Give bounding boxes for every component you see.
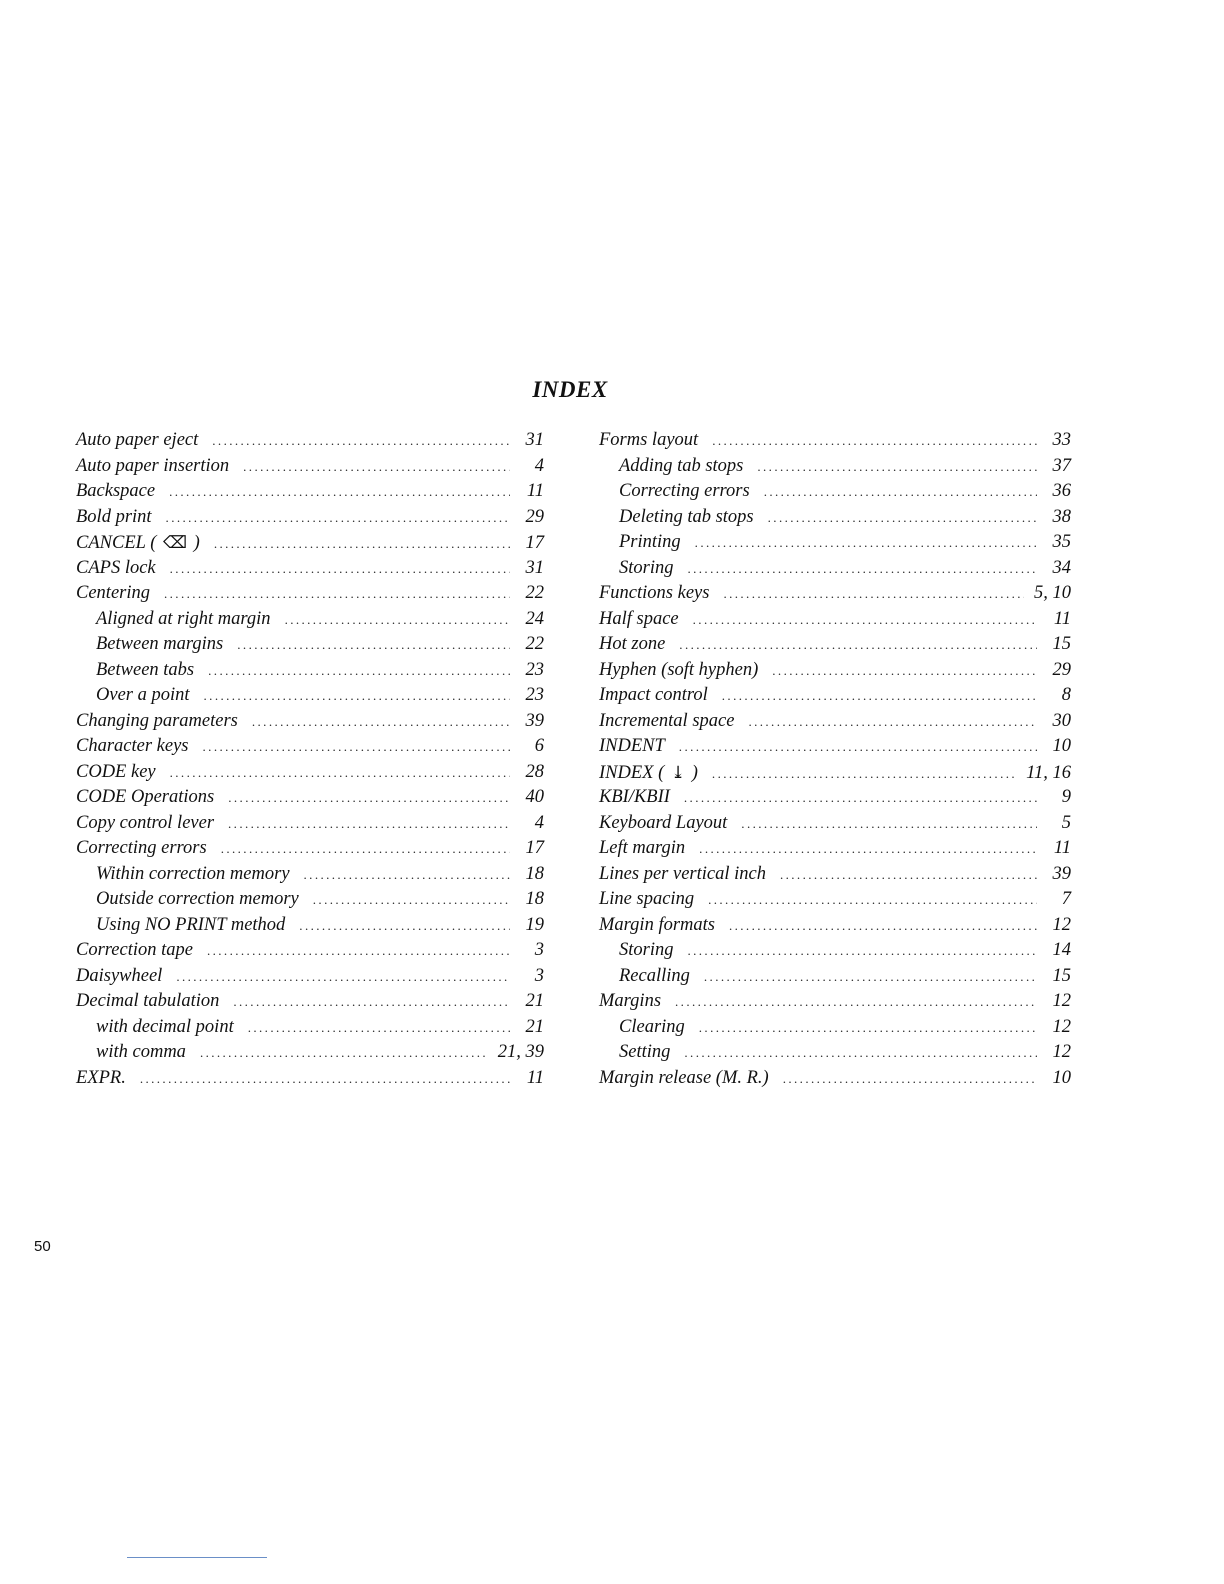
index-term-text: Line spacing [599,889,695,909]
dot-leader [170,556,510,582]
footer-rule [127,1557,267,1558]
index-term [76,913,285,939]
page-reference: 37 [1052,455,1071,476]
index-term [599,581,709,607]
index-term-text: INDENT [599,736,665,756]
index-term-text: Between tabs [96,659,195,680]
index-term-text: Recalling [619,965,690,986]
index-entry [599,428,1071,454]
index-term [76,1040,186,1066]
index-term-text: CODE Operations [76,787,215,807]
index-term [599,785,670,811]
dot-leader [233,989,510,1015]
index-term-text: Incremental space [599,710,735,731]
index-term [599,811,727,837]
page-reference: 19 [525,914,544,935]
index-term [599,683,708,709]
page-reference: 21, 39 [497,1042,544,1062]
index-term-text: Correcting errors [76,838,207,858]
index-term-text: Using NO PRINT method [96,914,286,935]
dot-leader [712,428,1037,454]
dot-leader [684,1040,1037,1066]
index-subentry [76,1015,544,1041]
index-term-text: Hyphen (soft hyphen) [599,659,759,680]
index-subentry [76,683,544,709]
dot-leader [200,1040,488,1066]
index-entry [599,862,1071,888]
index-subentry [76,1040,544,1066]
index-term-text: Copy control lever [76,812,215,833]
page-reference: 23 [525,685,544,705]
index-term [599,454,743,480]
index-term-text: Lines per vertical inch [599,863,766,884]
page-reference: 8 [1061,685,1071,705]
index-term-text: Outside correction memory [96,889,299,909]
index-term-text: Centering [76,583,150,603]
page-reference: 11 [1053,838,1071,858]
dot-leader [780,862,1037,888]
dot-leader [166,505,510,531]
page-reference: 12 [1052,914,1071,935]
dot-leader [176,964,510,990]
index-entry [76,428,544,454]
dot-leader [304,862,510,888]
index-term-text: Within correction memory [96,863,290,884]
dot-leader [748,709,1037,735]
index-term-text: with decimal point [96,1016,234,1037]
index-term [76,505,152,531]
index-term [76,964,162,990]
dot-leader [299,913,510,939]
index-term [599,1015,685,1041]
page-reference: 21 [525,991,544,1011]
index-term-text: Correction tape [76,940,193,960]
index-term-text: Margin formats [599,914,715,935]
dot-leader [783,1066,1037,1092]
page-reference: 33 [1052,430,1071,450]
dot-leader [722,683,1037,709]
index-term-text: Aligned at right margin [96,608,271,629]
page-reference: 18 [525,863,544,884]
index-entry [76,989,544,1015]
index-term [599,989,661,1015]
index-term [76,734,189,760]
dot-leader [170,760,510,786]
page-reference: 39 [525,710,544,731]
index-term [76,556,156,582]
index-term-text: Margin release (M. R.) [599,1067,769,1088]
index-entry [76,454,544,480]
index-term-text: Printing [619,532,681,552]
index-term [599,862,766,888]
index-term [76,428,198,454]
page-reference: 29 [525,506,544,527]
page-reference: 31 [525,557,544,578]
index-subentry [76,887,544,913]
index-entry [599,760,1071,786]
index-term [599,658,758,684]
page-reference: 35 [1052,532,1071,552]
index-term-text: with comma [96,1042,186,1062]
index-entry [599,811,1071,837]
index-entry [599,581,1071,607]
dot-leader [675,989,1037,1015]
index-term-text: Correcting errors [619,481,750,501]
index-term-text: Half space [599,608,679,629]
dot-leader [204,683,510,709]
dot-leader [203,734,510,760]
index-term [599,836,685,862]
index-subentry [76,632,544,658]
dot-leader [252,709,510,735]
dot-leader [687,938,1037,964]
index-subentry [599,505,1071,531]
index-term [76,760,156,786]
index-entry [599,632,1071,658]
index-term-text: Decimal tabulation [76,991,220,1011]
dot-leader [764,479,1037,505]
key-symbol-icon: ⌫ [162,533,188,552]
index-term [76,938,193,964]
page-reference: 11 [526,481,544,501]
page-reference: 4 [534,455,544,476]
index-term-text: CODE key [76,761,156,782]
dot-leader [140,1066,510,1092]
page-reference: 14 [1052,940,1071,960]
dot-leader [772,658,1037,684]
dot-leader [285,607,510,633]
page-reference: 30 [1052,710,1071,731]
index-term [76,632,223,658]
index-term-text: ) [687,762,698,783]
dot-leader [695,530,1037,556]
index-entry [76,479,544,505]
index-term [599,607,679,633]
index-column-right [599,428,1071,1091]
page-reference: 21 [525,1016,544,1037]
page-reference: 22 [525,583,544,603]
index-term [76,887,299,913]
dot-leader [679,734,1037,760]
key-symbol-icon: ⤓ [670,762,686,782]
index-term-text: Adding tab stops [619,455,744,476]
index-entry [76,581,544,607]
index-entry [76,505,544,531]
index-term-text: ) [189,533,200,553]
page-reference: 38 [1052,506,1071,527]
index-entry [76,734,544,760]
index-subentry [76,607,544,633]
index-term [76,658,194,684]
index-entry [76,530,544,556]
index-entry [599,887,1071,913]
index-term [76,836,207,862]
index-term-text: Character keys [76,736,189,756]
index-term [599,530,681,556]
index-term-text: Left margin [599,838,686,858]
index-entry [76,785,544,811]
page-title: INDEX [532,377,608,402]
dot-leader [169,479,510,505]
page-reference: 4 [534,812,544,833]
dot-leader [214,531,510,557]
index-term [76,862,290,888]
index-term-text: INDEX ( [599,762,669,783]
index-term [599,734,665,760]
index-subentry [599,938,1071,964]
index-term [599,428,698,454]
dot-leader [684,785,1037,811]
index-term [599,887,694,913]
dot-leader [243,454,510,480]
index-term-text: Auto paper eject [76,430,199,450]
page-reference: 5 [1061,812,1071,833]
index-entry [76,938,544,964]
page-reference: 10 [1052,736,1071,756]
index-term-text: Keyboard Layout [599,812,728,833]
index-term-text: Storing [619,557,674,578]
index-entry [599,658,1071,684]
index-term [76,709,238,735]
index-entry [76,964,544,990]
index-term-text: Margins [599,991,662,1011]
index-term-text: Over a point [96,685,190,705]
page-reference: 34 [1052,557,1071,578]
index-entry [599,607,1071,633]
index-term-text: CANCEL ( [76,533,161,553]
index-term-text: Hot zone [599,634,666,654]
page-reference: 24 [525,608,544,629]
dot-leader [221,836,510,862]
page-reference: 36 [1052,481,1071,501]
index-subentry [599,530,1071,556]
page-reference: 9 [1061,787,1071,807]
index-term [76,785,214,811]
index-entry [599,709,1071,735]
page-number: 50 [34,1238,51,1255]
index-term-text: CAPS lock [76,557,156,578]
index-column-left [76,428,544,1091]
index-subentry [76,913,544,939]
index-entry [76,1066,544,1092]
page-reference: 23 [525,659,544,680]
index-entry [599,734,1071,760]
index-subentry [599,1040,1071,1066]
page-reference: 5, 10 [1034,583,1071,603]
index-term-text: EXPR. [76,1067,126,1088]
index-term-text: Forms layout [599,430,699,450]
index-term [76,454,229,480]
dot-leader [741,811,1037,837]
page-reference: 11, 16 [1026,762,1071,783]
index-term [599,479,750,505]
index-term-text: Daisywheel [76,965,163,986]
dot-leader [757,454,1037,480]
index-entry [76,556,544,582]
dot-leader [207,938,510,964]
index-term-text: Setting [619,1042,671,1062]
index-entry [599,836,1071,862]
index-term [599,913,715,939]
index-term [76,1015,234,1041]
page-reference: 22 [525,634,544,654]
index-subentry [599,1015,1071,1041]
page-reference: 3 [534,965,544,986]
index-term [599,760,698,787]
index-subentry [599,454,1071,480]
dot-leader [212,428,510,454]
dot-leader [699,836,1037,862]
dot-leader [164,581,510,607]
index-term [599,709,734,735]
index-term-text: Auto paper insertion [76,455,230,476]
index-subentry [76,862,544,888]
dot-leader [768,505,1037,531]
index-entry [76,760,544,786]
index-entry [599,913,1071,939]
index-term [599,632,665,658]
dot-leader [208,658,510,684]
index-term-text: Backspace [76,481,156,501]
index-subentry [76,658,544,684]
page-reference: 10 [1052,1067,1071,1088]
index-term [599,1040,670,1066]
index-subentry [599,964,1071,990]
dot-leader [693,607,1037,633]
dot-leader [729,913,1037,939]
page-reference: 12 [1052,1016,1071,1037]
page-reference: 11 [526,1067,544,1088]
page-reference: 3 [534,940,544,960]
index-term [599,1066,769,1092]
page-reference: 18 [525,889,544,909]
page-reference: 28 [525,761,544,782]
index-entry [599,1066,1071,1092]
page-reference: 7 [1061,889,1071,909]
index-subentry [599,479,1071,505]
dot-leader [704,964,1037,990]
dot-leader [313,887,510,913]
index-entry [599,989,1071,1015]
dot-leader [248,1015,510,1041]
page-reference: 15 [1052,965,1071,986]
index-term-text: KBI/KBII [599,787,670,807]
index-term [76,581,150,607]
index-term [599,938,673,964]
dot-leader [708,887,1037,913]
dot-leader [687,556,1037,582]
index-term [76,607,271,633]
page-reference: 17 [525,533,544,553]
index-entry [76,709,544,735]
index-term-text: Impact control [599,685,708,705]
page-reference: 12 [1052,991,1071,1011]
index-term [599,964,690,990]
dot-leader [699,1015,1037,1041]
index-term [599,556,673,582]
index-term [76,989,219,1015]
index-term-text: Deleting tab stops [619,506,754,527]
dot-leader [237,632,510,658]
dot-leader [679,632,1037,658]
index-term-text: Between margins [96,634,224,654]
index-term [76,1066,126,1092]
page-reference: 40 [525,787,544,807]
index-term-text: Bold print [76,506,152,527]
dot-leader [228,785,510,811]
index-term-text: Clearing [619,1016,685,1037]
page-reference: 31 [525,430,544,450]
index-term [599,505,754,531]
index-term [76,683,190,709]
dot-leader [712,761,1016,787]
page-reference: 6 [534,736,544,756]
index-term-text: Functions keys [599,583,710,603]
index-term-text: Storing [619,940,674,960]
index-subentry [599,556,1071,582]
index-term [76,530,200,557]
index-entry [599,683,1071,709]
dot-leader [723,581,1024,607]
index-entry [76,811,544,837]
index-entry [599,785,1071,811]
dot-leader [228,811,510,837]
index-entry [76,836,544,862]
index-term [76,479,155,505]
page-reference: 15 [1052,634,1071,654]
page-reference: 17 [525,838,544,858]
page-reference: 11 [1053,608,1071,629]
page-reference: 12 [1052,1042,1071,1062]
page-reference: 29 [1052,659,1071,680]
index-term [76,811,214,837]
page-reference: 39 [1052,863,1071,884]
index-term-text: Changing parameters [76,710,238,731]
